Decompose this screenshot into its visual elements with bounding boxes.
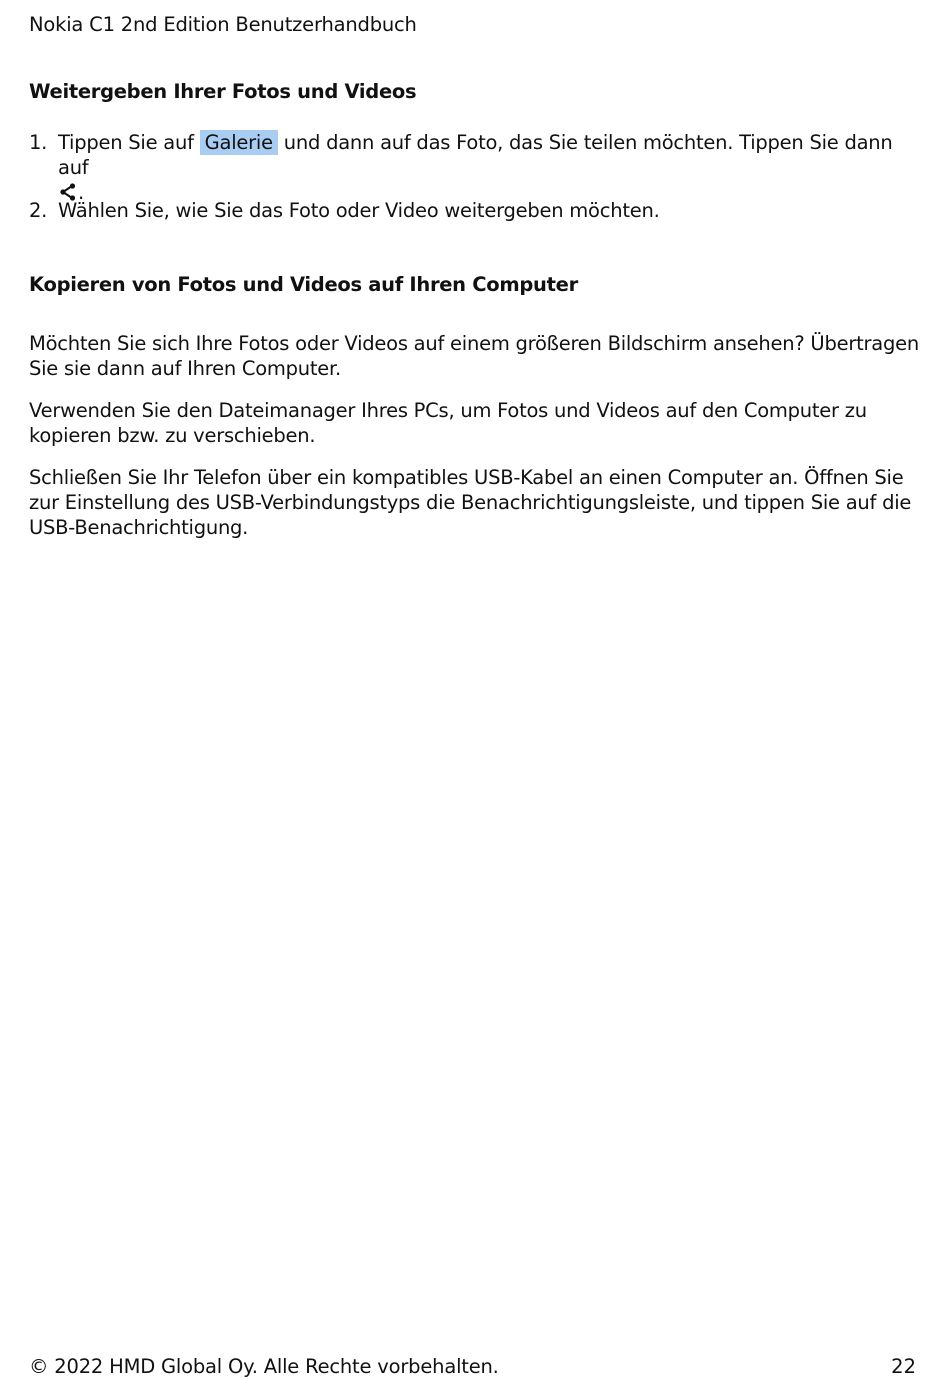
paragraph: Verwenden Sie den Dateimanager Ihres PCs, um Fotos und Videos auf den Computer zu kopieren bzw. zu verschieben. [29,399,867,447]
list-item [29,198,919,223]
list-number: 2. [29,199,48,222]
list-item [29,130,919,205]
step-text-before: Tippen Sie auf [58,131,200,154]
section-title-share: Weitergeben Ihrer Fotos und Videos [29,80,417,103]
page-number: 22 [891,1355,916,1378]
footer-copyright: © 2022 HMD Global Oy. Alle Rechte vorbehalten. [29,1355,499,1378]
gallery-app-label: Galerie [200,130,278,155]
step-text-after: und dann auf das Foto, das Sie teilen möchten. Tippen Sie dann auf [58,131,893,179]
list-item-text: Wählen Sie, wie Sie das Foto oder Video weitergeben möchten. [58,199,660,222]
running-header: Nokia C1 2nd Edition Benutzerhandbuch [29,13,417,36]
list-number: 1. [29,131,48,154]
paragraph: Möchten Sie sich Ihre Fotos oder Videos auf einem größeren Bildschirm ansehen? Übertragen Sie sie dann auf Ihren Computer. [29,332,919,380]
section-title-copy: Kopieren von Fotos und Videos auf Ihren Computer [29,273,578,296]
paragraph: Schließen Sie Ihr Telefon über ein kompatibles USB-Kabel an einen Computer an. Öffnen Sie zur Einstellung des USB-Verbindungstyps die Benachrichtigungsleiste, und tippen Sie auf die USB-Benachrichtigung. [29,466,912,539]
list-item-text [58,130,919,205]
step-text-end: . [78,181,84,204]
